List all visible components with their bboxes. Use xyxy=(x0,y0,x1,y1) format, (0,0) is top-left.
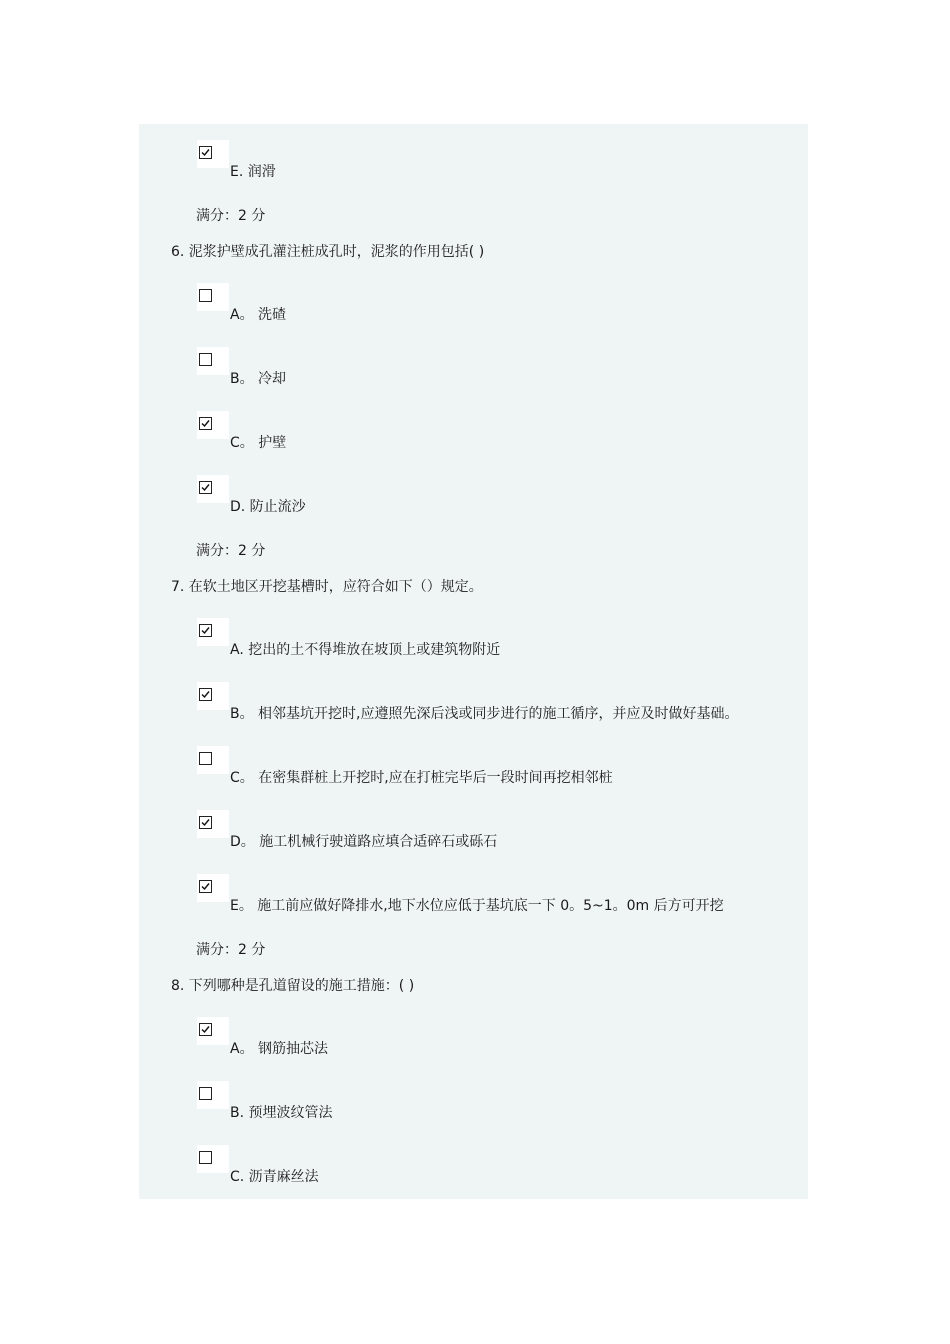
option-checkbox-area xyxy=(197,746,229,774)
checkmark-icon xyxy=(200,418,211,429)
option-checkbox-area xyxy=(197,140,229,168)
option-checkbox-area xyxy=(197,618,229,646)
checkmark-icon xyxy=(200,689,211,700)
option-label: E。 施工前应做好降排水,地下水位应低于基坑底一下 0。5~1。0m 后方可开挖 xyxy=(230,898,724,914)
checkbox-checked[interactable] xyxy=(199,624,212,637)
checkbox-unchecked[interactable] xyxy=(199,1087,212,1100)
option-checkbox-area xyxy=(197,682,229,710)
option-checkbox-area xyxy=(197,1145,229,1173)
option-label: C。 护壁 xyxy=(230,435,287,451)
option-label: E. 润滑 xyxy=(230,164,276,180)
checkmark-icon xyxy=(200,147,211,158)
quiz-panel xyxy=(139,124,808,1199)
question-title: 6. 泥浆护壁成孔灌注桩成孔时，泥浆的作用包括( ) xyxy=(171,244,485,260)
checkbox-checked[interactable] xyxy=(199,481,212,494)
option-label: D. 防止流沙 xyxy=(230,499,306,515)
option-label: B。 相邻基坑开挖时,应遵照先深后浅或同步进行的施工循序，并应及时做好基础。 xyxy=(230,706,739,722)
option-checkbox-area xyxy=(197,874,229,902)
checkbox-checked[interactable] xyxy=(199,880,212,893)
option-checkbox-area xyxy=(197,475,229,503)
option-label: A。 洗碴 xyxy=(230,307,287,323)
option-checkbox-area xyxy=(197,283,229,311)
score-text: 满分：2 分 xyxy=(196,942,266,958)
checkbox-checked[interactable] xyxy=(199,1023,212,1036)
option-label: B. 预埋波纹管法 xyxy=(230,1105,333,1121)
option-checkbox-area xyxy=(197,411,229,439)
question-title: 8. 下列哪种是孔道留设的施工措施：( ) xyxy=(171,978,415,994)
option-checkbox-area xyxy=(197,1081,229,1109)
checkbox-checked[interactable] xyxy=(199,146,212,159)
option-label: C。 在密集群桩上开挖时,应在打桩完毕后一段时间再挖相邻桩 xyxy=(230,770,613,786)
checkmark-icon xyxy=(200,817,211,828)
option-checkbox-area xyxy=(197,347,229,375)
score-text: 满分：2 分 xyxy=(196,543,266,559)
checkmark-icon xyxy=(200,1024,211,1035)
checkbox-checked[interactable] xyxy=(199,816,212,829)
option-checkbox-area xyxy=(197,1017,229,1045)
checkbox-unchecked[interactable] xyxy=(199,752,212,765)
question-title: 7. 在软土地区开挖基槽时，应符合如下（）规定。 xyxy=(171,579,483,595)
checkmark-icon xyxy=(200,625,211,636)
score-text: 满分：2 分 xyxy=(196,208,266,224)
checkbox-checked[interactable] xyxy=(199,688,212,701)
checkbox-unchecked[interactable] xyxy=(199,289,212,302)
option-label: D。 施工机械行驶道路应填合适碎石或砾石 xyxy=(230,834,498,850)
option-checkbox-area xyxy=(197,810,229,838)
checkbox-checked[interactable] xyxy=(199,417,212,430)
option-label: C. 沥青麻丝法 xyxy=(230,1169,319,1185)
checkbox-unchecked[interactable] xyxy=(199,353,212,366)
option-label: B。 冷却 xyxy=(230,371,287,387)
checkmark-icon xyxy=(200,482,211,493)
option-label: A。 钢筋抽芯法 xyxy=(230,1041,329,1057)
checkmark-icon xyxy=(200,881,211,892)
checkbox-unchecked[interactable] xyxy=(199,1151,212,1164)
option-label: A. 挖出的土不得堆放在坡顶上或建筑物附近 xyxy=(230,642,501,658)
